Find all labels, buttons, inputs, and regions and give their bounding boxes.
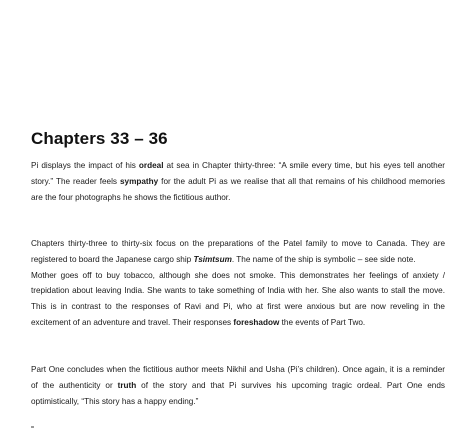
ship-name-tsimtsum: Tsimtsum — [193, 254, 232, 264]
paragraph-text — [31, 236, 445, 268]
text-run: Part One concludes when the fictitious author meets Nikhil and Usha (Pi’s children). Once again, it is a reminder of the authenticity or — [31, 365, 445, 390]
text-run: Pi displays the impact of his — [31, 161, 139, 170]
bold-term-foreshadow: foreshadow — [233, 317, 280, 327]
bold-term-truth: truth — [117, 380, 137, 390]
section-heading: Chapters 33 – 36 — [31, 129, 168, 148]
paragraph-conclusion — [31, 362, 445, 409]
text-run: of the story and that Pi survives his upcoming tragic ordeal. Part One ends optimistically, “This story has a happy ending.” — [31, 380, 445, 406]
bold-term-ordeal: ordeal — [138, 161, 164, 170]
paragraph-text — [31, 158, 445, 205]
paragraph-preparations — [31, 236, 445, 331]
text-run: the events of Part Two. — [279, 317, 366, 327]
page-edge-mark — [31, 426, 34, 428]
paragraph-text — [31, 362, 445, 409]
text-run: Chapters thirty-three to thirty-six focus on the preparations of the Patel family to move to Canada. They are registered to board the Japanese cargo ship — [31, 239, 445, 264]
text-run: . The name of the ship is symbolic – see side note. — [231, 254, 416, 264]
text-run: for the adult Pi as we realise that all that remains of his childhood memories are the four photographs he shows the fictitious author. — [31, 176, 445, 202]
bold-term-sympathy: sympathy — [119, 176, 159, 186]
text-run: at sea in Chapter thirty-three: “A smile every time, but his eyes tell another story.” The reader feels — [31, 161, 445, 186]
paragraph-ordeal — [31, 158, 445, 205]
text-run: Mother goes off to buy tobacco, although she does not smoke. This demonstrates her feelings of anxiety / trepidation about leaving India. She wants to take something of India with her. She also wants to stall the move. This is in contrast to the responses of Ravi and Pi, who at first were anxious but are now reveling in the excitement of an adventure and travel. Their responses — [31, 270, 445, 327]
paragraph-text — [31, 268, 445, 331]
